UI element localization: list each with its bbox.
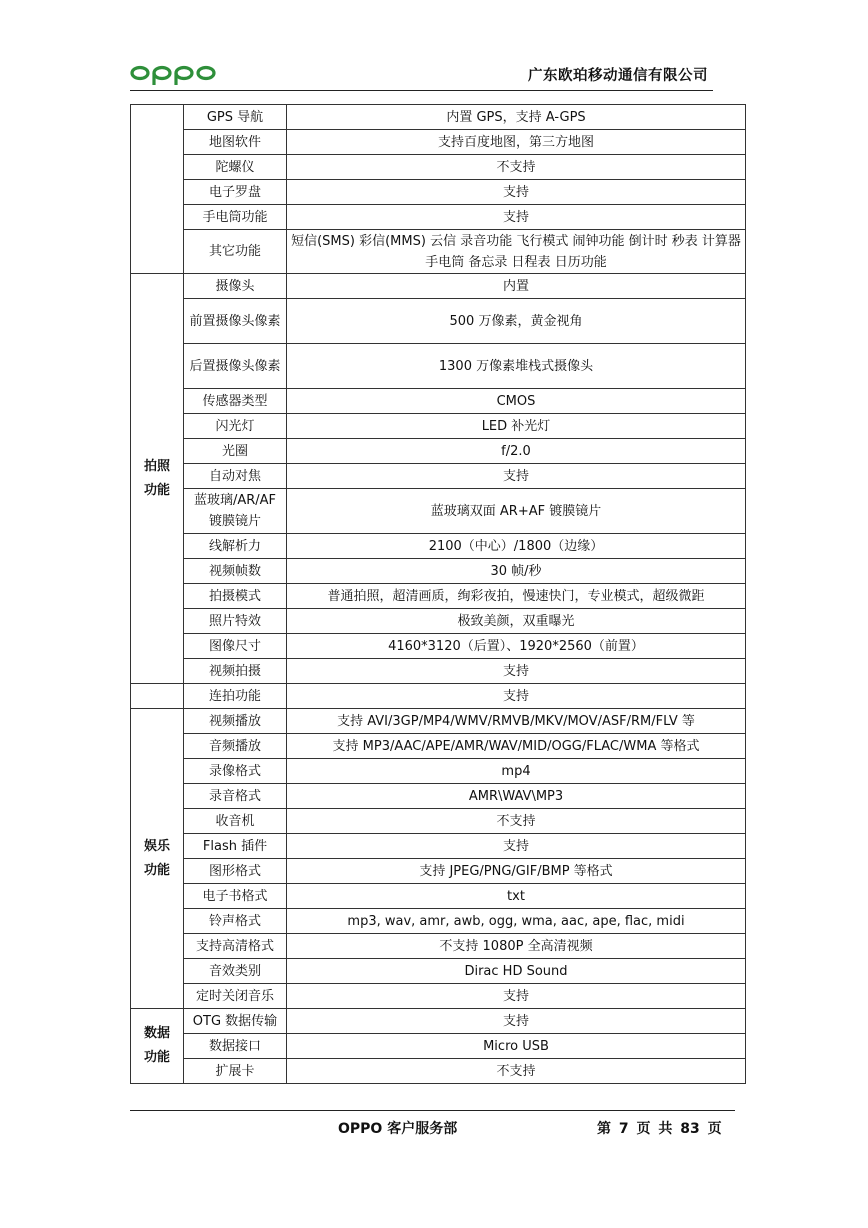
spec-name-cell: 收音机 — [184, 809, 287, 834]
footer-department: OPPO 客户服务部 — [338, 1121, 458, 1137]
table-row — [131, 559, 746, 584]
spec-value-cell: 不支持 — [287, 155, 746, 180]
table-row — [131, 439, 746, 464]
table-row — [131, 659, 746, 684]
table-row — [131, 609, 746, 634]
spec-name-cell: 视频拍摄 — [184, 659, 287, 684]
spec-value-cell: 短信(SMS) 彩信(MMS) 云信 录音功能 飞行模式 闹钟功能 倒计时 秒表 计算器 手电筒 备忘录 日程表 日历功能 — [287, 230, 746, 274]
spec-name-cell: 数据接口 — [184, 1034, 287, 1059]
spec-value-cell: 支持 AVI/3GP/MP4/WMV/RMVB/MKV/MOV/ASF/RM/FLV 等 — [287, 709, 746, 734]
table-row — [131, 884, 746, 909]
spec-name-cell: 电子罗盘 — [184, 180, 287, 205]
spec-value-cell: 支持 — [287, 205, 746, 230]
spec-value-cell: 蓝玻璃双面 AR+AF 镀膜镜片 — [287, 489, 746, 534]
table-row — [131, 414, 746, 439]
table-row — [131, 389, 746, 414]
spec-value-cell: mp4 — [287, 759, 746, 784]
spec-name-cell: 地图软件 — [184, 130, 287, 155]
table-row — [131, 759, 746, 784]
category-cell: 拍照 功能 — [131, 274, 184, 684]
spec-value-cell: 普通拍照，超清画质，绚彩夜拍，慢速快门，专业模式，超级微距 — [287, 584, 746, 609]
spec-table — [130, 104, 746, 1084]
spec-value-cell: 500 万像素，黄金视角 — [287, 299, 746, 344]
table-row — [131, 859, 746, 884]
spec-name-cell: 陀螺仪 — [184, 155, 287, 180]
spec-value-cell: 4160*3120（后置）、1920*2560（前置） — [287, 634, 746, 659]
spec-value-cell: 支持 — [287, 659, 746, 684]
spec-value-cell: 支持 — [287, 684, 746, 709]
table-row — [131, 155, 746, 180]
table-row — [131, 834, 746, 859]
spec-value-cell: 不支持 1080P 全高清视频 — [287, 934, 746, 959]
table-row — [131, 684, 746, 709]
spec-value-cell: 2100（中心）/1800（边缘） — [287, 534, 746, 559]
spec-name-cell: 支持高清格式 — [184, 934, 287, 959]
spec-value-cell: 支持 — [287, 1009, 746, 1034]
spec-name-cell: 其它功能 — [184, 230, 287, 274]
table-row — [131, 274, 746, 299]
header-divider — [130, 90, 713, 91]
table-row — [131, 1009, 746, 1034]
spec-value-cell: mp3, wav, amr, awb, ogg, wma, aac, ape, flac, midi — [287, 909, 746, 934]
table-row — [131, 1059, 746, 1084]
spec-value-cell: f/2.0 — [287, 439, 746, 464]
table-row — [131, 809, 746, 834]
spec-name-cell: 闪光灯 — [184, 414, 287, 439]
table-row — [131, 489, 746, 534]
spec-name-cell: 音频播放 — [184, 734, 287, 759]
table-row — [131, 230, 746, 274]
table-row — [131, 205, 746, 230]
spec-value-cell: LED 补光灯 — [287, 414, 746, 439]
spec-name-cell: 音效类别 — [184, 959, 287, 984]
spec-value-cell: 不支持 — [287, 809, 746, 834]
category-cell — [131, 105, 184, 274]
spec-value-cell: 30 帧/秒 — [287, 559, 746, 584]
table-row — [131, 734, 746, 759]
spec-value-cell: AMR\WAV\MP3 — [287, 784, 746, 809]
oppo-logo — [130, 60, 225, 86]
spec-name-cell: 图像尺寸 — [184, 634, 287, 659]
spec-name-cell: Flash 插件 — [184, 834, 287, 859]
spec-name-cell: 摄像头 — [184, 274, 287, 299]
spec-value-cell: 内置 — [287, 274, 746, 299]
table-row — [131, 784, 746, 809]
table-row — [131, 959, 746, 984]
spec-name-cell: 图形格式 — [184, 859, 287, 884]
spec-name-cell: 扩展卡 — [184, 1059, 287, 1084]
spec-name-cell: GPS 导航 — [184, 105, 287, 130]
page-number: 第 7 页 共 83 页 — [597, 1121, 722, 1137]
footer-divider — [130, 1110, 735, 1111]
spec-name-cell: 录音格式 — [184, 784, 287, 809]
spec-name-cell: 自动对焦 — [184, 464, 287, 489]
spec-value-cell: 支持 — [287, 464, 746, 489]
spec-name-cell: 电子书格式 — [184, 884, 287, 909]
table-row — [131, 909, 746, 934]
spec-name-cell: 连拍功能 — [184, 684, 287, 709]
table-row — [131, 105, 746, 130]
spec-name-cell: 视频帧数 — [184, 559, 287, 584]
spec-name-cell: 后置摄像头像素 — [184, 344, 287, 389]
spec-value-cell: 支持百度地图，第三方地图 — [287, 130, 746, 155]
table-row — [131, 180, 746, 205]
table-row — [131, 464, 746, 489]
table-row — [131, 634, 746, 659]
spec-name-cell: 传感器类型 — [184, 389, 287, 414]
spec-value-cell: 不支持 — [287, 1059, 746, 1084]
spec-value-cell: CMOS — [287, 389, 746, 414]
spec-value-cell: 内置 GPS，支持 A-GPS — [287, 105, 746, 130]
table-row — [131, 299, 746, 344]
spec-name-cell: 蓝玻璃/AR/AF 镀膜镜片 — [184, 489, 287, 534]
category-cell: 娱乐 功能 — [131, 709, 184, 1009]
category-cell: 数据 功能 — [131, 1009, 184, 1084]
spec-value-cell: 支持 JPEG/PNG/GIF/BMP 等格式 — [287, 859, 746, 884]
spec-name-cell: 线解析力 — [184, 534, 287, 559]
spec-name-cell: 拍摄模式 — [184, 584, 287, 609]
table-row — [131, 709, 746, 734]
spec-name-cell: 定时关闭音乐 — [184, 984, 287, 1009]
spec-value-cell: 支持 — [287, 180, 746, 205]
spec-name-cell: 视频播放 — [184, 709, 287, 734]
table-row — [131, 1034, 746, 1059]
table-row — [131, 534, 746, 559]
spec-name-cell: 光圈 — [184, 439, 287, 464]
company-name: 广东欧珀移动通信有限公司 — [528, 68, 708, 84]
table-row — [131, 344, 746, 389]
spec-value-cell: 1300 万像素堆栈式摄像头 — [287, 344, 746, 389]
table-row — [131, 130, 746, 155]
spec-value-cell: 支持 MP3/AAC/APE/AMR/WAV/MID/OGG/FLAC/WMA 等格式 — [287, 734, 746, 759]
spec-name-cell: 铃声格式 — [184, 909, 287, 934]
spec-name-cell: 手电筒功能 — [184, 205, 287, 230]
spec-name-cell: 照片特效 — [184, 609, 287, 634]
spec-value-cell: Micro USB — [287, 1034, 746, 1059]
spec-name-cell: 前置摄像头像素 — [184, 299, 287, 344]
category-cell — [131, 684, 184, 709]
spec-name-cell: 录像格式 — [184, 759, 287, 784]
table-row — [131, 984, 746, 1009]
spec-value-cell: 支持 — [287, 984, 746, 1009]
table-row — [131, 934, 746, 959]
spec-name-cell: OTG 数据传输 — [184, 1009, 287, 1034]
spec-value-cell: txt — [287, 884, 746, 909]
table-row — [131, 584, 746, 609]
spec-value-cell: Dirac HD Sound — [287, 959, 746, 984]
spec-value-cell: 支持 — [287, 834, 746, 859]
spec-value-cell: 极致美颜，双重曝光 — [287, 609, 746, 634]
